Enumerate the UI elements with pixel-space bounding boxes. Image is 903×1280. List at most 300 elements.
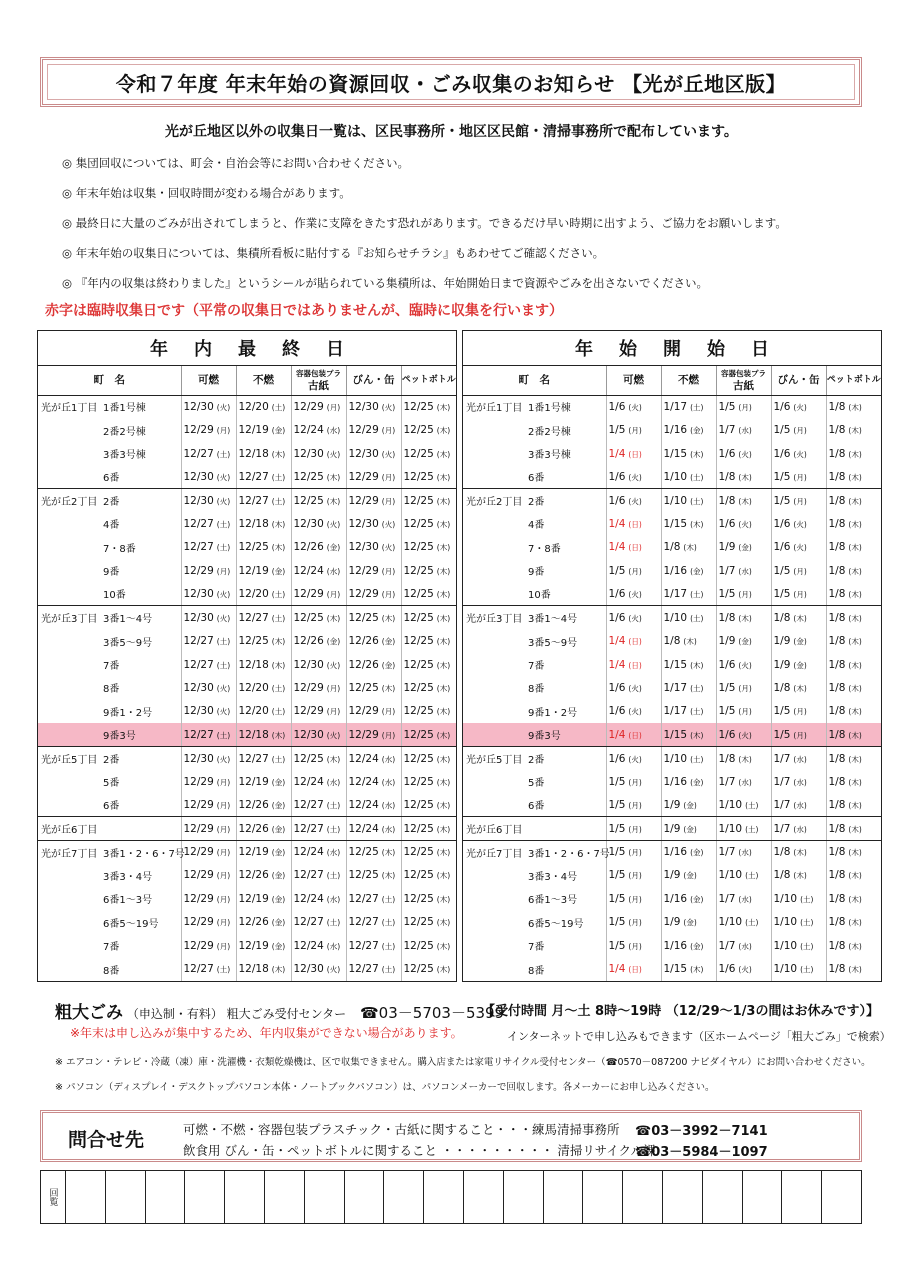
weekday: (木) — [848, 589, 862, 599]
weekday: (土) — [690, 754, 704, 764]
date-cell — [826, 653, 881, 676]
weekday: (土) — [690, 496, 704, 506]
weekday: (月) — [628, 894, 642, 904]
col-burnable: 可燃 — [181, 365, 236, 395]
date-value: 12/20 — [238, 400, 269, 413]
weekday: (火) — [326, 965, 341, 975]
table-row — [38, 465, 456, 488]
kairan-cell[interactable] — [384, 1171, 424, 1223]
weekday: (土) — [216, 660, 231, 670]
date-cell — [826, 723, 881, 746]
date-value: 1/8 — [773, 611, 791, 624]
date-cell — [181, 934, 236, 957]
table-row — [463, 583, 881, 606]
date-value: 1/8 — [828, 798, 846, 811]
date-cell — [401, 676, 456, 699]
date-value: 1/8 — [773, 846, 791, 859]
weekday: (日) — [628, 965, 642, 975]
new-year-title: 年始開始日 — [463, 331, 881, 365]
date-cell — [771, 770, 826, 793]
table-row — [463, 700, 881, 723]
kairan-cell[interactable] — [583, 1171, 623, 1223]
date-value: 12/30 — [293, 447, 324, 460]
date-value: 1/5 — [608, 892, 626, 905]
date-value: 1/15 — [663, 963, 688, 976]
date-value: 12/30 — [348, 447, 379, 460]
weekday: (木) — [683, 637, 697, 647]
date-value: 12/30 — [183, 752, 214, 765]
weekday: (金) — [271, 800, 286, 810]
kairan-cell[interactable] — [225, 1171, 265, 1223]
date-cell — [771, 840, 826, 863]
weekday: (木) — [381, 871, 396, 881]
town-name-cell — [38, 723, 181, 746]
date-value: 1/5 — [608, 822, 626, 835]
date-value: 12/26 — [348, 635, 379, 648]
date-cell — [401, 700, 456, 723]
col-town: 町 名 — [463, 365, 606, 395]
date-value: 1/4 — [608, 658, 626, 671]
weekday: (火) — [738, 519, 752, 529]
kairan-cell[interactable] — [305, 1171, 345, 1223]
table-row — [38, 723, 456, 746]
date-value: 12/29 — [348, 564, 379, 577]
sodai-note: ※年末は申し込みが集中するため、年内収集ができない場合があります。 — [70, 1026, 463, 1040]
date-cell — [661, 629, 716, 652]
date-value: 12/30 — [293, 517, 324, 530]
weekday: (火) — [381, 519, 396, 529]
sodai-hours: 【受付時間 月～土 8時～19時 （12/29～1/3の間はお休みです）】 — [482, 1004, 879, 1019]
date-cell — [291, 559, 346, 582]
weekday: (土) — [745, 824, 759, 834]
weekday: (木) — [848, 683, 862, 693]
date-value: 12/27 — [238, 470, 269, 483]
weekday: (土) — [326, 918, 341, 928]
col-plastic-paper — [716, 365, 771, 395]
kairan-cell[interactable] — [544, 1171, 584, 1223]
weekday: (木) — [690, 965, 704, 975]
date-cell — [826, 911, 881, 934]
sodai-internet: インターネットで申し込みもできます（区ホームページ「粗大ごみ」で検索） — [507, 1030, 891, 1043]
date-cell — [236, 465, 291, 488]
area-name: 光が丘2丁目 — [466, 497, 523, 509]
weekday: (水) — [381, 754, 396, 764]
table-row — [38, 887, 456, 910]
date-cell — [236, 700, 291, 723]
date-value: 1/8 — [828, 587, 846, 600]
date-value: 12/26 — [238, 798, 269, 811]
date-value: 1/6 — [608, 400, 626, 413]
date-cell — [606, 512, 661, 535]
year-end-title: 年内最終日 — [38, 331, 456, 365]
area-name: 光が丘5丁目 — [41, 755, 98, 767]
kairan-cell[interactable] — [464, 1171, 504, 1223]
kairan-cell[interactable] — [822, 1171, 861, 1223]
table-row — [463, 606, 881, 629]
date-value: 1/8 — [828, 869, 846, 882]
weekday: (月) — [381, 566, 396, 576]
weekday: (木) — [848, 824, 862, 834]
date-value: 1/6 — [718, 658, 736, 671]
date-cell — [236, 793, 291, 816]
kairan-cell[interactable] — [146, 1171, 186, 1223]
weekday: (木) — [381, 613, 396, 623]
date-cell — [236, 958, 291, 981]
date-cell — [716, 606, 771, 629]
date-value: 12/27 — [183, 517, 214, 530]
weekday: (火) — [216, 707, 231, 717]
kairan-cell[interactable] — [663, 1171, 703, 1223]
weekday: (木) — [848, 519, 862, 529]
date-cell — [606, 840, 661, 863]
weekday: (火) — [381, 449, 396, 459]
col-pet: ペットボトル — [826, 365, 881, 395]
date-value: 12/29 — [348, 470, 379, 483]
date-value: 1/7 — [718, 564, 736, 577]
date-value: 1/8 — [828, 728, 846, 741]
weekday: (木) — [436, 941, 451, 951]
date-cell — [401, 395, 456, 418]
town-name-cell — [38, 489, 181, 512]
kairan-cell[interactable] — [345, 1171, 385, 1223]
date-cell — [236, 676, 291, 699]
weekday: (月) — [628, 848, 642, 858]
kairan-cell[interactable] — [66, 1171, 106, 1223]
weekday: (水) — [326, 426, 341, 436]
date-value: 12/26 — [348, 658, 379, 671]
kairan-cell[interactable] — [185, 1171, 225, 1223]
date-value: 12/25 — [348, 611, 379, 624]
date-value: 1/15 — [663, 517, 688, 530]
date-value: 12/26 — [238, 822, 269, 835]
date-value: 1/6 — [608, 494, 626, 507]
date-value: 1/10 — [663, 494, 688, 507]
table-row — [463, 887, 881, 910]
weekday: (日) — [628, 637, 642, 647]
date-value: 1/10 — [663, 470, 688, 483]
date-cell — [181, 629, 236, 652]
block-name: 6番1～3号 — [103, 895, 153, 907]
town-name-cell — [463, 747, 606, 770]
weekday: (月) — [628, 426, 642, 436]
weekday: (月) — [628, 941, 642, 951]
block-name: 3番3号棟 — [528, 450, 571, 462]
date-cell — [401, 465, 456, 488]
date-value: 1/7 — [718, 424, 736, 437]
date-value: 1/8 — [828, 494, 846, 507]
date-value: 1/8 — [718, 611, 736, 624]
date-value: 1/5 — [773, 494, 791, 507]
date-cell — [181, 958, 236, 981]
date-cell — [771, 583, 826, 606]
weekday: (月) — [381, 589, 396, 599]
date-value: 1/5 — [608, 424, 626, 437]
date-cell — [716, 817, 771, 840]
date-cell — [236, 583, 291, 606]
weekday: (金) — [690, 894, 704, 904]
date-value: 12/25 — [348, 869, 379, 882]
date-value: 1/10 — [663, 752, 688, 765]
weekday: (木) — [436, 519, 451, 529]
weekday: (水) — [738, 894, 752, 904]
date-value: 1/17 — [663, 705, 688, 718]
date-cell — [346, 770, 401, 793]
date-cell — [771, 606, 826, 629]
contact-box — [40, 1110, 862, 1162]
weekday: (木) — [738, 472, 752, 482]
date-cell — [181, 911, 236, 934]
date-value: 12/30 — [348, 400, 379, 413]
weekday: (木) — [848, 449, 862, 459]
date-value: 1/8 — [828, 424, 846, 437]
date-value: 1/6 — [608, 705, 626, 718]
kairan-cell[interactable] — [265, 1171, 305, 1223]
block-name: 7番 — [103, 661, 120, 673]
date-value: 1/5 — [773, 470, 791, 483]
date-value: 1/9 — [718, 541, 736, 554]
date-value: 1/8 — [828, 611, 846, 624]
town-name-cell — [463, 536, 606, 559]
weekday: (土) — [381, 918, 396, 928]
date-value: 1/6 — [608, 752, 626, 765]
table-row — [38, 958, 456, 981]
date-value: 1/6 — [718, 728, 736, 741]
table-row — [38, 747, 456, 770]
weekday: (土) — [271, 496, 286, 506]
date-cell — [181, 793, 236, 816]
date-cell — [181, 723, 236, 746]
weekday: (月) — [216, 800, 231, 810]
block-name: 1番1号棟 — [103, 403, 146, 415]
date-value: 1/8 — [828, 541, 846, 554]
date-value: 1/8 — [828, 939, 846, 952]
sodai-phone: ☎03－5703－5399 — [360, 1004, 505, 1022]
weekday: (木) — [848, 918, 862, 928]
date-value: 12/26 — [293, 635, 324, 648]
weekday: (月) — [326, 683, 341, 693]
date-value: 12/27 — [183, 658, 214, 671]
date-cell — [236, 747, 291, 770]
date-cell — [771, 911, 826, 934]
weekday: (月) — [628, 918, 642, 928]
weekday: (土) — [800, 965, 814, 975]
date-cell — [716, 629, 771, 652]
weekday: (木) — [848, 754, 862, 764]
date-cell — [826, 559, 881, 582]
date-value: 12/25 — [293, 494, 324, 507]
kairan-cell[interactable] — [703, 1171, 743, 1223]
date-cell — [181, 512, 236, 535]
date-cell — [826, 606, 881, 629]
date-cell — [181, 653, 236, 676]
date-value: 12/20 — [238, 681, 269, 694]
weekday: (金) — [683, 800, 697, 810]
weekday: (火) — [628, 472, 642, 482]
table-row — [38, 559, 456, 582]
contact-label: 問合せ先 — [68, 1129, 145, 1151]
date-value: 1/6 — [773, 447, 791, 460]
date-value: 12/25 — [403, 798, 434, 811]
date-value: 1/6 — [608, 681, 626, 694]
date-cell — [661, 817, 716, 840]
weekday: (火) — [628, 589, 642, 599]
date-value: 12/25 — [403, 658, 434, 671]
date-cell — [826, 747, 881, 770]
date-cell — [606, 418, 661, 441]
kairan-cell[interactable] — [743, 1171, 783, 1223]
town-name-cell — [463, 559, 606, 582]
date-cell — [661, 606, 716, 629]
date-cell — [346, 536, 401, 559]
date-cell — [291, 840, 346, 863]
town-name-cell — [463, 606, 606, 629]
date-value: 1/6 — [718, 963, 736, 976]
weekday: (木) — [793, 871, 807, 881]
date-cell — [236, 653, 291, 676]
date-cell — [291, 770, 346, 793]
date-cell — [181, 817, 236, 840]
date-value: 12/25 — [403, 963, 434, 976]
town-name-cell — [463, 629, 606, 652]
date-value: 1/8 — [828, 892, 846, 905]
weekday: (木) — [436, 660, 451, 670]
date-cell — [826, 934, 881, 957]
weekday: (土) — [216, 965, 231, 975]
date-value: 12/25 — [403, 470, 434, 483]
town-name-cell — [463, 770, 606, 793]
date-cell — [606, 559, 661, 582]
weekday: (火) — [216, 613, 231, 623]
date-cell — [606, 747, 661, 770]
date-cell — [716, 840, 771, 863]
date-value: 1/7 — [718, 846, 736, 859]
date-cell — [291, 723, 346, 746]
weekday: (火) — [326, 660, 341, 670]
kairan-cell[interactable] — [106, 1171, 146, 1223]
date-value: 1/5 — [718, 705, 736, 718]
date-value: 1/9 — [663, 798, 681, 811]
weekday: (水) — [381, 800, 396, 810]
date-cell — [346, 676, 401, 699]
note-item: ◎ 最終日に大量のごみが出されてしまうと、作業に支障をきたす恐れがあります。できるだけ早い時期に出すよう、ご協力をお願いします。 — [62, 216, 787, 230]
weekday: (金) — [690, 941, 704, 951]
kairan-cell[interactable] — [782, 1171, 822, 1223]
block-name: 10番 — [103, 590, 126, 602]
table-row — [38, 817, 456, 840]
weekday: (木) — [436, 449, 451, 459]
date-cell — [291, 465, 346, 488]
weekday: (木) — [326, 754, 341, 764]
table-row — [38, 418, 456, 441]
date-value: 12/24 — [293, 564, 324, 577]
weekday: (水) — [793, 800, 807, 810]
date-value: 1/5 — [773, 728, 791, 741]
date-cell — [716, 958, 771, 981]
date-cell — [291, 629, 346, 652]
weekday: (木) — [436, 918, 451, 928]
weekday: (土) — [381, 894, 396, 904]
date-value: 12/29 — [183, 775, 214, 788]
date-cell — [236, 629, 291, 652]
weekday: (月) — [628, 566, 642, 576]
date-value: 12/30 — [183, 494, 214, 507]
col-nonburnable: 不燃 — [236, 365, 291, 395]
block-name: 3番1・2・6・7号 — [103, 848, 185, 860]
town-name-cell — [38, 911, 181, 934]
town-name-cell — [38, 934, 181, 957]
col-plastic-paper — [291, 365, 346, 395]
weekday: (木) — [848, 496, 862, 506]
date-value: 12/25 — [403, 681, 434, 694]
date-cell — [181, 864, 236, 887]
kairan-cell[interactable] — [623, 1171, 663, 1223]
date-value: 1/5 — [608, 939, 626, 952]
weekday: (火) — [216, 683, 231, 693]
block-name: 2番2号棟 — [528, 426, 571, 438]
date-value: 1/8 — [773, 869, 791, 882]
weekday: (木) — [848, 777, 862, 787]
date-value: 1/8 — [828, 775, 846, 788]
date-cell — [346, 958, 401, 981]
date-cell — [826, 700, 881, 723]
weekday: (月) — [738, 707, 752, 717]
table-row — [463, 418, 881, 441]
town-name-cell — [38, 864, 181, 887]
weekday: (金) — [793, 660, 807, 670]
town-name-cell — [38, 606, 181, 629]
date-cell — [346, 700, 401, 723]
town-name-cell — [463, 465, 606, 488]
date-cell — [606, 723, 661, 746]
town-name-cell — [38, 887, 181, 910]
date-cell — [606, 442, 661, 465]
date-cell — [771, 793, 826, 816]
weekday: (木) — [436, 848, 451, 858]
date-value: 12/27 — [183, 635, 214, 648]
weekday: (金) — [690, 777, 704, 787]
date-cell — [716, 583, 771, 606]
weekday: (木) — [848, 613, 862, 623]
weekday: (火) — [793, 402, 807, 412]
date-value: 12/18 — [238, 517, 269, 530]
date-cell — [606, 864, 661, 887]
weekday: (木) — [436, 637, 451, 647]
date-value: 1/8 — [828, 658, 846, 671]
weekday: (木) — [271, 660, 286, 670]
year-end-panel — [37, 330, 457, 982]
weekday: (木) — [271, 519, 286, 529]
date-value: 12/30 — [348, 517, 379, 530]
weekday: (日) — [628, 519, 642, 529]
kairan-cell[interactable] — [424, 1171, 464, 1223]
table-row — [463, 770, 881, 793]
date-value: 1/10 — [663, 611, 688, 624]
kairan-cell[interactable] — [504, 1171, 544, 1223]
date-value: 1/8 — [828, 916, 846, 929]
date-value: 1/10 — [773, 892, 798, 905]
weekday: (火) — [326, 730, 341, 740]
date-cell — [716, 536, 771, 559]
date-cell — [826, 465, 881, 488]
weekday: (木) — [848, 660, 862, 670]
date-cell — [401, 442, 456, 465]
date-value: 12/24 — [293, 775, 324, 788]
date-value: 12/29 — [183, 822, 214, 835]
town-name-cell — [463, 442, 606, 465]
date-cell — [661, 958, 716, 981]
weekday: (金) — [683, 824, 697, 834]
date-value: 12/18 — [238, 728, 269, 741]
